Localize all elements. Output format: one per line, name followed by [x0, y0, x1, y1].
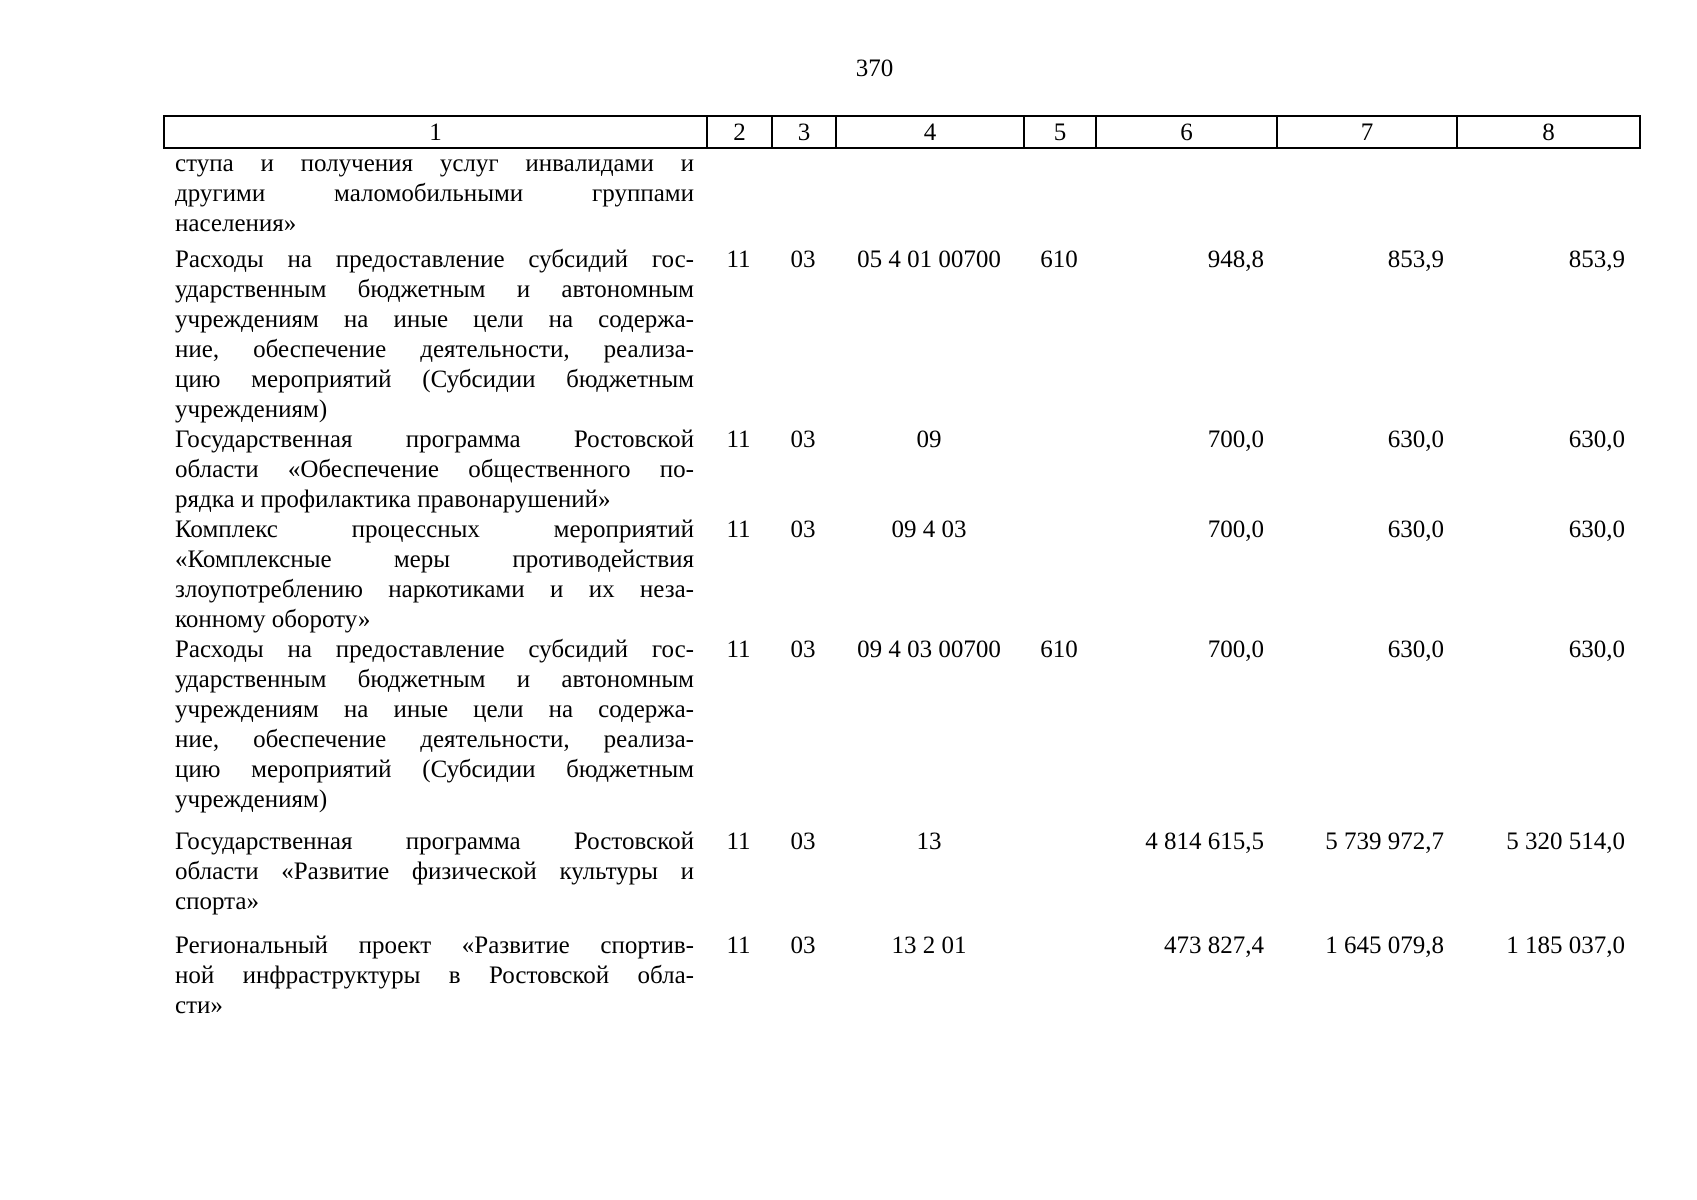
description-line: «Комплексные меры противодействия [175, 546, 694, 573]
expense-type-code: 610 [1040, 246, 1078, 273]
target-article-code: 13 2 01 [891, 932, 967, 959]
section-code: 11 [726, 516, 751, 543]
description-line: сти» [175, 992, 223, 1019]
section-code: 11 [726, 932, 751, 959]
amount-col6 [1095, 149, 1276, 239]
description-line: Расходы на предоставление субсидий гос- [175, 636, 694, 663]
description-line: другими маломобильными группами [175, 180, 694, 207]
section-code: 11 [726, 426, 751, 453]
amount-col7: 1 645 079,8 [1325, 932, 1444, 959]
row-description [163, 827, 706, 917]
description-line: учреждениям) [175, 396, 328, 423]
subsection-code: 03 [790, 932, 816, 959]
description-line: ударственным бюджетным и автономным [175, 666, 694, 693]
target-article-code: 13 [916, 828, 942, 855]
budget-table [163, 115, 1641, 1019]
description-line: ние, обеспечение деятельности, реализа- [175, 726, 694, 753]
amount-col6: 700,0 [1207, 516, 1264, 543]
description-line: населения» [175, 210, 297, 237]
target-article-code: 09 4 03 00700 [857, 636, 1001, 663]
section-code: 11 [726, 636, 751, 663]
description-line: рядка и профилактика правонарушений» [175, 486, 611, 513]
expense-type-code: 610 [1040, 636, 1078, 663]
description-line: учреждениям на иные цели на содержа- [175, 696, 694, 723]
description-line: цию мероприятий (Субсидии бюджетным [175, 366, 694, 393]
description-line: Государственная программа Ростовской [175, 828, 694, 855]
subsection-code: 03 [790, 636, 816, 663]
table-header-row [163, 115, 1641, 149]
row-description [163, 149, 706, 239]
column-header: 4 [837, 117, 1025, 149]
row-description [163, 931, 706, 1021]
description-line: Расходы на предоставление субсидий гос- [175, 246, 694, 273]
description-line: области «Обеспечение общественного по- [175, 456, 694, 483]
column-header: 5 [1025, 117, 1097, 149]
section-code: 11 [726, 828, 751, 855]
target-article-code: 05 4 01 00700 [857, 246, 1001, 273]
subsection-code: 03 [790, 246, 816, 273]
table-row [163, 245, 1641, 425]
table-row [163, 931, 1641, 1021]
amount-col8: 630,0 [1568, 426, 1625, 453]
amount-col6: 700,0 [1207, 636, 1264, 663]
column-header: 2 [708, 117, 773, 149]
description-line: ударственным бюджетным и автономным [175, 276, 694, 303]
expense-type-code [1023, 425, 1095, 515]
description-line: ной инфраструктуры в Ростовской обла- [175, 962, 694, 989]
target-article-code: 09 4 03 [891, 516, 967, 543]
amount-col7: 630,0 [1387, 516, 1444, 543]
description-line: области «Развитие физической культуры и [175, 858, 694, 885]
section-code [706, 149, 771, 239]
table-row [163, 425, 1641, 515]
table-row [163, 635, 1641, 815]
description-line: Региональный проект «Развитие спортив- [175, 932, 694, 959]
amount-col6: 4 814 615,5 [1145, 828, 1264, 855]
description-line: ступа и получения услуг инвалидами и [175, 150, 694, 177]
column-header: 1 [165, 117, 708, 149]
description-line: цию мероприятий (Субсидии бюджетным [175, 756, 694, 783]
amount-col8: 5 320 514,0 [1506, 828, 1625, 855]
description-line: Комплекс процессных мероприятий [175, 516, 694, 543]
amount-col8: 630,0 [1568, 516, 1625, 543]
expense-type-code [1023, 827, 1095, 917]
row-description [163, 425, 706, 515]
row-description [163, 515, 706, 635]
subsection-code: 03 [790, 828, 816, 855]
row-description [163, 635, 706, 815]
subsection-code: 03 [790, 426, 816, 453]
expense-type-code [1023, 149, 1095, 239]
section-code: 11 [726, 246, 751, 273]
amount-col7: 853,9 [1387, 246, 1444, 273]
target-article-code: 09 [916, 426, 942, 453]
column-header: 8 [1542, 119, 1555, 146]
table-row [163, 149, 1641, 239]
description-line: конному обороту» [175, 606, 371, 633]
amount-col7: 630,0 [1387, 426, 1444, 453]
target-article-code [835, 149, 1023, 239]
description-line: ние, обеспечение деятельности, реализа- [175, 336, 694, 363]
subsection-code: 03 [790, 516, 816, 543]
column-header: 3 [773, 117, 837, 149]
amount-col6: 473 827,4 [1164, 932, 1264, 959]
amount-col6: 700,0 [1207, 426, 1264, 453]
column-header: 7 [1278, 117, 1458, 149]
amount-col7: 630,0 [1387, 636, 1444, 663]
amount-col7 [1276, 149, 1456, 239]
table-row [163, 515, 1641, 635]
expense-type-code [1023, 515, 1095, 635]
amount-col8 [1456, 149, 1637, 239]
page-number: 370 [855, 55, 894, 82]
subsection-code [771, 149, 835, 239]
amount-col8: 630,0 [1568, 636, 1625, 663]
description-line: учреждениям на иные цели на содержа- [175, 306, 694, 333]
description-line: злоупотреблению наркотиками и их неза- [175, 576, 694, 603]
amount-col8: 853,9 [1568, 246, 1625, 273]
amount-col8: 1 185 037,0 [1506, 932, 1625, 959]
table-row [163, 827, 1641, 917]
description-line: Государственная программа Ростовской [175, 426, 694, 453]
row-description [163, 245, 706, 425]
amount-col6: 948,8 [1207, 246, 1264, 273]
amount-col7: 5 739 972,7 [1325, 828, 1444, 855]
description-line: учреждениям) [175, 786, 328, 813]
column-header: 6 [1097, 117, 1278, 149]
description-line: спорта» [175, 888, 259, 915]
expense-type-code [1023, 931, 1095, 1021]
